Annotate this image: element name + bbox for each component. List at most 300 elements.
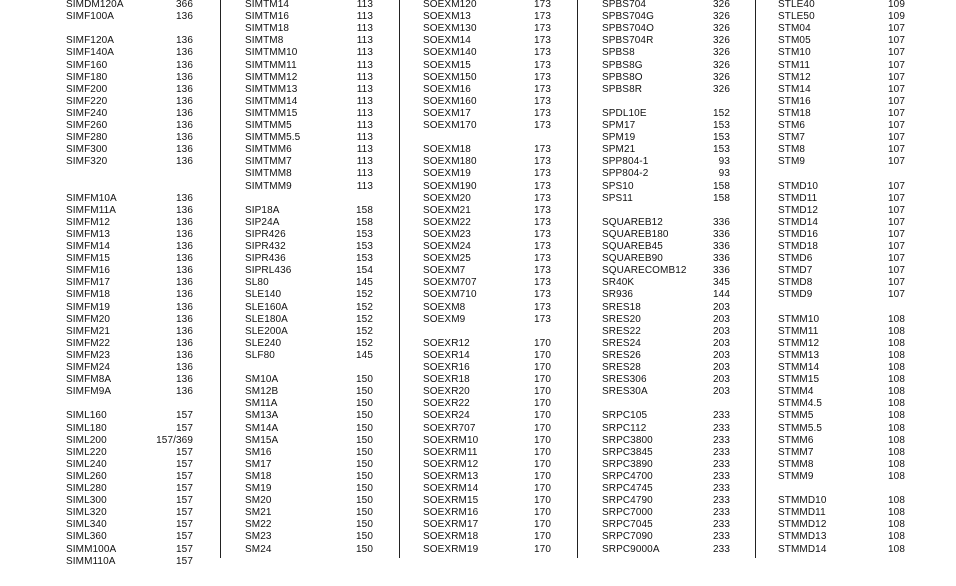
part-number: SOEXM710	[423, 289, 477, 301]
page-number: 150	[356, 422, 373, 434]
part-number: SIMF280	[66, 132, 108, 144]
part-number: STMMD12	[778, 519, 827, 531]
index-entry	[245, 314, 373, 326]
page-number: 108	[888, 374, 905, 386]
part-number: SPP804-1	[602, 156, 649, 168]
page-number: 158	[356, 204, 373, 216]
page-number: 136	[176, 337, 193, 349]
page-number: 107	[888, 241, 905, 252]
index-entry	[778, 241, 905, 253]
index-entry	[423, 156, 551, 168]
index-entry	[66, 531, 193, 543]
index-entry	[245, 265, 373, 277]
page-number: 157	[176, 446, 193, 458]
page-number: 158	[356, 216, 373, 228]
part-number: SOEXM24	[423, 241, 471, 252]
index-entry	[423, 168, 551, 180]
page-number: 108	[888, 543, 905, 555]
index-entry	[245, 84, 373, 96]
page-number: 107	[888, 289, 905, 301]
index-entry	[245, 60, 373, 72]
index-column	[245, 0, 373, 558]
index-entry	[245, 544, 373, 556]
index-entry	[66, 35, 193, 47]
page-number: 136	[176, 386, 193, 398]
index-entry	[66, 120, 193, 132]
page-number: 136	[176, 241, 193, 252]
index-entry	[245, 277, 373, 289]
page-number: 107	[888, 192, 905, 204]
index-entry	[778, 507, 905, 519]
page-number: 150	[356, 446, 373, 458]
index-entry	[245, 72, 373, 84]
part-number: SM22	[245, 519, 272, 531]
page-number: 152	[356, 301, 373, 313]
index-column	[778, 0, 905, 558]
index-entry	[778, 96, 905, 108]
index-entry	[778, 471, 905, 483]
index-entry	[602, 181, 730, 193]
index-entry	[423, 23, 551, 35]
page-number: 173	[534, 23, 551, 35]
part-number: SIMFM10A	[66, 192, 117, 204]
index-entry	[66, 72, 193, 84]
index-entry	[602, 108, 730, 120]
part-number: STMMD11	[778, 507, 826, 519]
part-number: SIMFM13	[66, 228, 111, 240]
part-number: SRES30A	[602, 386, 648, 398]
index-entry	[66, 483, 193, 495]
page-number: 108	[888, 446, 905, 458]
page-number: 170	[534, 410, 551, 422]
part-number: SM19	[245, 483, 272, 494]
index-entry	[602, 253, 730, 265]
part-number: SOEXM20	[423, 192, 471, 204]
page-number: 136	[176, 132, 193, 144]
part-number: SIMFM23	[66, 349, 111, 361]
index-entry	[423, 84, 551, 96]
index-entry	[778, 374, 905, 386]
index-entry	[602, 132, 730, 144]
index-entry	[245, 338, 373, 350]
part-number: SOEXM8	[423, 301, 466, 313]
part-number: SOEXM140	[423, 47, 477, 59]
page-number: 203	[713, 313, 730, 325]
part-number: STMMD13	[778, 531, 827, 543]
index-entry	[778, 229, 905, 241]
page-number: 233	[713, 543, 730, 555]
page-number: 173	[534, 35, 551, 47]
index-entry	[423, 374, 551, 386]
page-number: 336	[713, 253, 730, 265]
part-number: SQUAREB45	[602, 241, 663, 252]
page-number: 107	[888, 83, 905, 95]
page-number: 107	[888, 265, 905, 277]
part-number: STMD8	[778, 277, 813, 289]
index-entry	[423, 96, 551, 108]
index-entry	[778, 423, 905, 435]
page-number: 136	[176, 47, 193, 59]
part-number: SPBS704G	[602, 11, 654, 23]
index-entry	[245, 181, 373, 193]
index-entry	[66, 350, 193, 362]
index-entry	[778, 459, 905, 471]
index-entry	[423, 398, 551, 410]
part-number: SLF80	[245, 349, 275, 361]
part-number: SRPC4745	[602, 483, 653, 494]
index-entry	[778, 47, 905, 59]
page-number: 152	[356, 325, 373, 337]
index-entry	[423, 241, 551, 253]
index-entry	[778, 265, 905, 277]
part-number: SIMTM16	[245, 11, 290, 23]
part-number: SRPC9000A	[602, 543, 660, 555]
part-number: STMM5	[778, 410, 814, 422]
part-number: SOEXM25	[423, 253, 471, 265]
index-entry	[423, 60, 551, 72]
page-number: 173	[534, 313, 551, 325]
page-number: 153	[356, 228, 373, 240]
index-entry	[66, 495, 193, 507]
page-number: 108	[888, 495, 905, 507]
part-number: SPBS8	[602, 47, 635, 59]
index-entry	[245, 289, 373, 301]
part-number: SOEXR20	[423, 386, 470, 398]
part-number: SIML200	[66, 434, 107, 446]
page-number: 173	[534, 241, 551, 252]
index-entry	[245, 120, 373, 132]
part-number: SM14A	[245, 422, 279, 434]
part-number: SIMM100A	[66, 543, 117, 555]
part-number: STM14	[778, 83, 811, 95]
part-number: SIMF120A	[66, 35, 115, 47]
page-number: 144	[713, 289, 730, 301]
index-entry	[245, 11, 373, 23]
part-number: SPS11	[602, 192, 633, 204]
page-number: 170	[534, 398, 551, 410]
page-number: 113	[356, 180, 373, 192]
part-number: SRPC3890	[602, 458, 653, 470]
part-number: SPM21	[602, 144, 636, 156]
page-number: 203	[713, 374, 730, 386]
index-entry	[423, 507, 551, 519]
part-number: SIMF300	[66, 144, 108, 156]
page-number: 157	[176, 470, 193, 482]
page-number: 154	[356, 265, 373, 277]
page-number: 113	[356, 47, 373, 59]
index-entry	[66, 205, 193, 217]
page-number: 157	[176, 555, 193, 567]
page-number: 136	[176, 349, 193, 361]
index-entry	[423, 108, 551, 120]
index-entry	[245, 205, 373, 217]
index-entry	[602, 265, 730, 277]
page-number: 136	[176, 35, 193, 47]
index-entry	[602, 156, 730, 168]
part-number: STMM12	[778, 337, 820, 349]
index-entry	[423, 386, 551, 398]
index-entry	[423, 277, 551, 289]
part-number: SM12B	[245, 386, 279, 398]
index-entry	[423, 289, 551, 301]
part-number: SM21	[245, 507, 272, 519]
page-number: 233	[713, 507, 730, 519]
page-number: 170	[534, 531, 551, 543]
page-number: 157	[176, 483, 193, 494]
page-number: 113	[356, 107, 373, 119]
part-number: SIMTM8	[245, 35, 284, 47]
page-number: 170	[534, 458, 551, 470]
page-number: 108	[888, 410, 905, 422]
part-number: SIMTMM14	[245, 95, 298, 107]
part-number: SRES24	[602, 337, 641, 349]
index-entry	[245, 374, 373, 386]
index-entry	[66, 302, 193, 314]
part-number: SLE160A	[245, 301, 288, 313]
page-number: 173	[534, 156, 551, 168]
index-entry	[423, 205, 551, 217]
page-number: 326	[713, 83, 730, 95]
part-number: SIMFM16	[66, 265, 111, 277]
index-entry	[602, 193, 730, 205]
index-entry	[423, 519, 551, 531]
part-number: SOEXM170	[423, 120, 477, 131]
part-number: STMD6	[778, 253, 813, 265]
index-entry	[778, 350, 905, 362]
part-number: STMD11	[778, 192, 818, 204]
index-entry	[778, 120, 905, 132]
page-number: 170	[534, 446, 551, 458]
part-number: STM11	[778, 59, 810, 71]
part-number: STMM4	[778, 386, 814, 398]
page-number: 107	[888, 144, 905, 156]
part-number: STM6	[778, 120, 806, 131]
index-entry	[245, 459, 373, 471]
page-number: 233	[713, 458, 730, 470]
index-entry	[778, 205, 905, 217]
index-entry	[778, 144, 905, 156]
part-number: SIML180	[66, 422, 107, 434]
part-number: SOEXM160	[423, 95, 477, 107]
part-number: SOEXM150	[423, 71, 477, 83]
part-number: STM7	[778, 132, 806, 144]
page-number: 136	[176, 144, 193, 156]
part-number: SIMFM11A	[66, 204, 117, 216]
page-number: 203	[713, 325, 730, 337]
part-number: SIPR432	[245, 241, 286, 252]
index-entry	[778, 132, 905, 144]
part-number: SIMF220	[66, 95, 108, 107]
part-number: SIMFM8A	[66, 374, 112, 386]
page-number: 150	[356, 386, 373, 398]
page-number: 173	[534, 71, 551, 83]
index-entry	[66, 156, 193, 168]
part-number: SRPC3845	[602, 446, 653, 458]
part-number: SR936	[602, 289, 634, 301]
part-number: SIMFM17	[66, 277, 111, 289]
index-entry	[602, 386, 730, 398]
index-entry	[602, 459, 730, 471]
part-number: SRPC7090	[602, 531, 653, 543]
page-number: 136	[176, 325, 193, 337]
index-entry	[423, 35, 551, 47]
index-column	[423, 0, 551, 558]
part-number: SQUAREB12	[602, 216, 663, 228]
part-number: STM10	[778, 47, 811, 59]
page-number: 136	[176, 59, 193, 71]
index-entry	[778, 314, 905, 326]
part-number: SOEXRM12	[423, 458, 479, 470]
part-number: SIP18A	[245, 204, 280, 216]
part-number: SOEXM17	[423, 107, 471, 119]
page-number: 107	[888, 216, 905, 228]
part-number: SIMFM18	[66, 289, 111, 301]
page-number: 108	[888, 337, 905, 349]
index-entry	[66, 241, 193, 253]
part-number: SIMF260	[66, 120, 108, 131]
index-entry	[602, 362, 730, 374]
index-entry	[778, 156, 905, 168]
part-number: SIMFM20	[66, 313, 111, 325]
page-number: 136	[176, 362, 193, 373]
index-entry	[778, 23, 905, 35]
part-number: STMM14	[778, 362, 820, 373]
index-entry	[245, 168, 373, 180]
part-number: SOEXRM13	[423, 470, 479, 482]
page-number: 107	[888, 180, 905, 192]
page-number: 108	[888, 386, 905, 398]
page-number: 108	[888, 313, 905, 325]
index-entry	[778, 519, 905, 531]
part-number: SLE140	[245, 289, 282, 301]
index-entry	[66, 447, 193, 459]
page-number: 136	[176, 11, 193, 23]
index-entry	[602, 350, 730, 362]
part-number: STM9	[778, 156, 806, 168]
index-entry	[245, 217, 373, 229]
part-number: SIML340	[66, 519, 107, 531]
index-entry	[245, 23, 373, 35]
index-entry	[245, 132, 373, 144]
part-number: SOEXR22	[423, 398, 470, 410]
page-number: 173	[534, 216, 551, 228]
page-number: 326	[713, 59, 730, 71]
part-number: SOEXRM19	[423, 543, 479, 555]
part-number: SIML260	[66, 470, 107, 482]
part-number: SIMTMM7	[245, 156, 292, 168]
page-number: 108	[888, 519, 905, 531]
index-entry	[66, 60, 193, 72]
part-number: SOEXM9	[423, 313, 466, 325]
page-number: 136	[176, 204, 193, 216]
part-number: SIMFM24	[66, 362, 111, 373]
part-number: SM15A	[245, 434, 279, 446]
index-entry	[602, 544, 730, 556]
index-entry	[245, 471, 373, 483]
part-number: SIPRL436	[245, 265, 292, 277]
index-entry	[66, 277, 193, 289]
index-entry	[66, 556, 193, 568]
part-number: SOEXM190	[423, 180, 477, 192]
index-entry	[778, 362, 905, 374]
page-number: 150	[356, 483, 373, 494]
page-number: 326	[713, 11, 730, 23]
page-number: 113	[356, 71, 373, 83]
part-number: SRPC4700	[602, 470, 653, 482]
page-number: 233	[713, 446, 730, 458]
index-entry	[245, 350, 373, 362]
index-entry	[423, 120, 551, 132]
page-number: 108	[888, 531, 905, 543]
index-entry	[602, 338, 730, 350]
page-number: 170	[534, 362, 551, 373]
index-entry	[778, 410, 905, 422]
index-entry	[602, 374, 730, 386]
part-number: STMM8	[778, 458, 814, 470]
part-number: STLE40	[778, 0, 815, 10]
index-entry	[602, 60, 730, 72]
page-number: 173	[534, 192, 551, 204]
part-number: STMM6	[778, 434, 814, 446]
page-number: 233	[713, 410, 730, 422]
index-entry	[778, 435, 905, 447]
index-entry	[602, 423, 730, 435]
part-number: STM05	[778, 35, 811, 47]
index-entry	[66, 144, 193, 156]
page-number: 145	[356, 277, 373, 289]
part-number: SIML160	[66, 410, 107, 422]
page-number: 113	[356, 120, 373, 131]
page-number: 145	[356, 349, 373, 361]
page-number: 108	[888, 470, 905, 482]
index-entry	[423, 11, 551, 23]
index-entry	[778, 447, 905, 459]
part-number: SIML220	[66, 446, 107, 458]
index-entry	[423, 459, 551, 471]
page-number: 233	[713, 519, 730, 531]
part-number: STM16	[778, 95, 811, 107]
page-number: 136	[176, 216, 193, 228]
index-entry	[66, 435, 193, 447]
part-number: STMD7	[778, 265, 813, 277]
index-entry	[66, 0, 193, 11]
page-number: 136	[176, 313, 193, 325]
index-entry	[423, 423, 551, 435]
part-number: STM18	[778, 107, 811, 119]
index-entry	[245, 47, 373, 59]
page-number: 173	[534, 253, 551, 265]
index-entry	[423, 302, 551, 314]
page-number: 113	[356, 83, 373, 95]
part-number: SRES20	[602, 313, 641, 325]
part-number: SM17	[245, 458, 272, 470]
index-entry	[602, 47, 730, 59]
part-number: SOEXM7	[423, 265, 466, 277]
part-number: SPM17	[602, 120, 636, 131]
page-number: 158	[713, 180, 730, 192]
index-entry	[66, 544, 193, 556]
index-entry	[66, 374, 193, 386]
page-number: 157	[176, 519, 193, 531]
page-number: 136	[176, 228, 193, 240]
part-number: SPBS704R	[602, 35, 654, 47]
part-number: SOEXRM15	[423, 495, 479, 507]
page-number: 203	[713, 349, 730, 361]
page-number: 107	[888, 132, 905, 144]
index-entry	[245, 229, 373, 241]
part-number: SIMF200	[66, 83, 108, 95]
index-entry	[423, 447, 551, 459]
